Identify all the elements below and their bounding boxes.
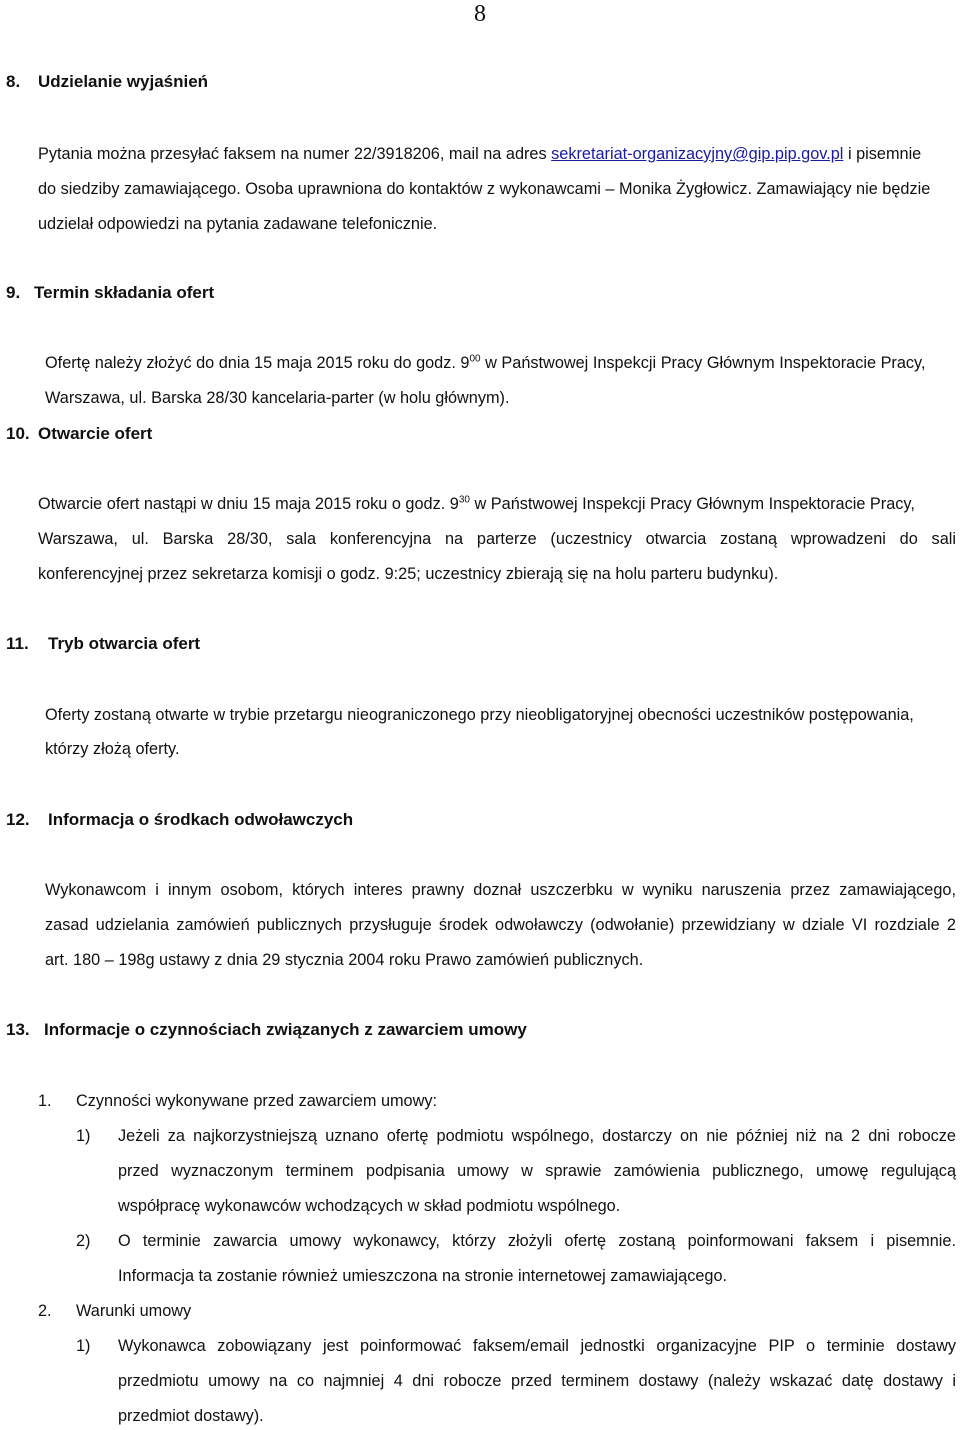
section-9-line-1 xyxy=(45,353,926,373)
section-10-line-1 xyxy=(38,494,915,514)
section-10-line-3: konferencyjnej przez sekretarza komisji o godz. 9:25; uczestnicy zbierają się na holu parteru budynku). xyxy=(38,565,779,583)
sub-item-1-2-line-1: O terminie zawarcia umowy wykonawcy, którzy złożyli ofertę zostaną poinformowani faksem i pisemnie. xyxy=(118,1232,956,1250)
section-13-number: 13. xyxy=(6,1020,30,1039)
section-11-line-1: Oferty zostaną otwarte w trybie przetargu nieograniczonego przy nieobligatoryjnej obecności uczestników postępowania, xyxy=(45,706,914,724)
section-9-text: Ofertę należy złożyć do dnia 15 maja 2015 roku do godz. 9 xyxy=(45,354,470,372)
sub-item-1-1-line-3: współpracę wykonawców wchodzących w skład podmiotu wspólnego. xyxy=(118,1197,621,1215)
section-9-line-2: Warszawa, ul. Barska 28/30 kancelaria-parter (w holu głównym). xyxy=(45,389,510,407)
list-item-2-number: 2. xyxy=(38,1302,52,1320)
email-link[interactable]: sekretariat-organizacyjny@gip.pip.gov.pl xyxy=(551,145,844,163)
section-13-title: Informacje o czynnościach związanych z zawarciem umowy xyxy=(44,1020,527,1039)
sub-item-1-1-number: 1) xyxy=(76,1127,91,1145)
section-9-number: 9. xyxy=(6,283,21,302)
sub-item-2-1-number: 1) xyxy=(76,1337,91,1355)
sub-item-1-2-line-2: Informacja ta zostanie również umieszczona na stronie internetowej zamawiającego. xyxy=(118,1267,728,1285)
sub-item-1-2-number: 2) xyxy=(76,1232,91,1250)
section-12-line-3: art. 180 – 198g ustawy z dnia 29 stycznia 2004 roku Prawo zamówień publicznych. xyxy=(45,951,644,969)
sub-item-2-1-line-1: Wykonawca zobowiązany jest poinformować faksem/email jednostki organizacyjne PIP o terminie dostawy xyxy=(118,1337,956,1355)
section-11-line-2: którzy złożą oferty. xyxy=(45,740,180,758)
list-item-2-text: Warunki umowy xyxy=(76,1302,192,1320)
sub-item-1-1-line-2: przed wyznaczonym terminem podpisania umowy w sprawie zamówienia publicznego, umowę regulującą xyxy=(118,1162,956,1180)
list-item-1-number: 1. xyxy=(38,1092,52,1110)
section-8-line-3: udzielał odpowiedzi na pytania zadawane telefonicznie. xyxy=(38,215,438,233)
section-8-text: i pisemnie xyxy=(847,145,922,163)
page-number: 8 xyxy=(474,1,486,27)
time-superscript: 00 xyxy=(469,353,481,365)
section-8-text: Pytania można przesyłać faksem na numer 22/3918206, mail na adres xyxy=(38,145,547,163)
time-superscript: 30 xyxy=(458,494,470,506)
section-8-line-2: do siedziby zamawiającego. Osoba uprawniona do kontaktów z wykonawcami – Monika Żygłowicz. Zamawiający nie będzie xyxy=(38,180,931,198)
sub-item-1-1-line-1: Jeżeli za najkorzystniejszą uznano ofertę podmiotu wspólnego, dostarczy on nie później niż na 2 dni robocze xyxy=(118,1127,956,1145)
section-10-line-2: Warszawa, ul. Barska 28/30, sala konferencyjna na parterze (uczestnicy otwarcia zostaną wprowadzeni do sali xyxy=(38,530,956,548)
sub-item-2-1-line-3: przedmiot dostawy). xyxy=(118,1407,264,1425)
section-9-text: w Państwowej Inspekcji Pracy Głównym Inspektoracie Pracy, xyxy=(485,354,926,372)
section-11-title: Tryb otwarcia ofert xyxy=(48,634,201,653)
section-12-number: 12. xyxy=(6,810,30,829)
section-10-title: Otwarcie ofert xyxy=(38,424,153,443)
section-11-number: 11. xyxy=(6,634,29,653)
section-10-text: w Państwowej Inspekcji Pracy Głównym Inspektoracie Pracy, xyxy=(474,495,915,513)
sub-item-2-1-line-2: przedmiotu umowy na co najmniej 4 dni robocze przed terminem dostawy (należy wskazać datę dostawy i xyxy=(118,1372,956,1390)
section-12-line-1: Wykonawcom i innym osobom, których interes prawny doznał uszczerbku w wyniku naruszenia przez zamawiającego, xyxy=(45,881,956,899)
section-9-title: Termin składania ofert xyxy=(34,283,215,302)
section-8-line-1 xyxy=(38,144,921,164)
section-10-number: 10. xyxy=(6,424,30,443)
section-12-line-2: zasad udzielania zamówień publicznych przysługuje środek odwoławczy (odwołanie) przewidziany w dziale VI rozdziale 2 xyxy=(45,916,956,934)
section-12-title: Informacja o środkach odwoławczych xyxy=(48,810,354,829)
list-item-1-text: Czynności wykonywane przed zawarciem umowy: xyxy=(76,1092,438,1110)
section-10-text: Otwarcie ofert nastąpi w dniu 15 maja 2015 roku o godz. 9 xyxy=(38,495,459,513)
section-8-number: 8. xyxy=(6,72,21,91)
section-8-title: Udzielanie wyjaśnień xyxy=(38,72,209,91)
